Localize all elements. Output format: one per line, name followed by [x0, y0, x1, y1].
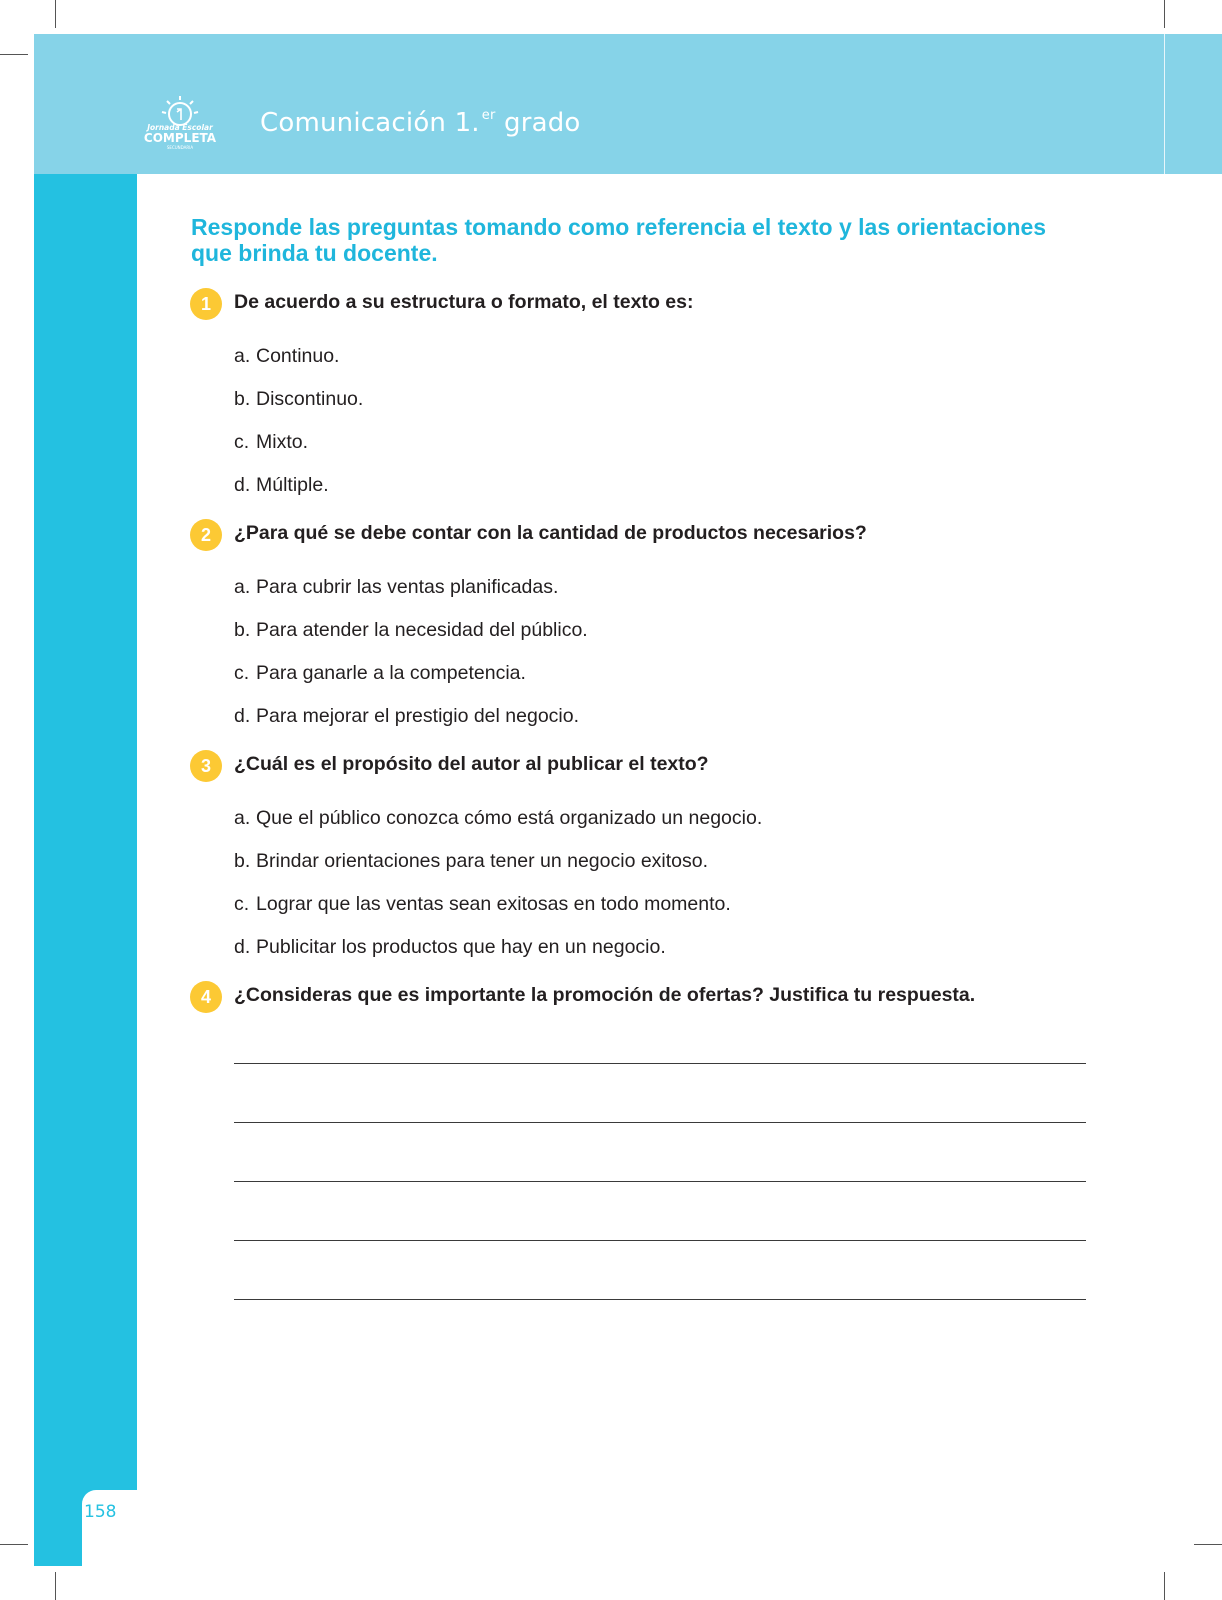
header-title-main: Comunicación 1. — [260, 108, 480, 138]
option-b[interactable] — [234, 378, 1130, 421]
option-b[interactable] — [234, 609, 1130, 652]
option-d[interactable] — [234, 926, 1130, 969]
question-2 — [190, 520, 1130, 738]
option-letter: a. — [234, 345, 251, 367]
option-c[interactable] — [234, 883, 1130, 926]
sidebar-band — [34, 174, 137, 1566]
option-letter: b. — [234, 388, 251, 410]
option-text: Brindar orientaciones para tener un negocio exitoso. — [256, 850, 709, 872]
crop-mark — [1164, 1572, 1165, 1600]
answer-line[interactable] — [234, 1299, 1086, 1300]
option-b[interactable] — [234, 840, 1130, 883]
crop-mark — [0, 54, 28, 55]
option-text: Mixto. — [256, 431, 309, 453]
question-header — [190, 289, 1130, 323]
answer-line[interactable] — [234, 1063, 1086, 1064]
question-header — [190, 751, 1130, 785]
crop-mark — [1164, 0, 1165, 28]
question-header — [190, 982, 1130, 1016]
question-text: ¿Consideras que es importante la promoción de ofertas? Justifica tu respuesta. — [234, 984, 976, 1006]
option-letter: d. — [234, 705, 251, 727]
instructions: Responde las preguntas tomando como referencia el texto y las orientaciones que brinda tu docente. — [191, 214, 1047, 266]
option-a[interactable] — [234, 335, 1130, 378]
option-text: Lograr que las ventas sean exitosas en todo momento. — [256, 893, 731, 915]
options-list — [190, 566, 1130, 738]
question-3 — [190, 751, 1130, 969]
question-text: ¿Cuál es el propósito del autor al publicar el texto? — [234, 753, 709, 775]
option-text: Para atender la necesidad del público. — [256, 619, 588, 641]
question-number-badge: 2 — [190, 519, 222, 551]
question-number-badge: 3 — [190, 750, 222, 782]
option-text: Publicitar los productos que hay en un negocio. — [256, 936, 666, 958]
option-letter: c. — [234, 431, 250, 453]
option-text: Múltiple. — [256, 474, 329, 496]
crop-mark — [1194, 1544, 1222, 1545]
logo — [140, 92, 220, 156]
option-text: Para ganarle a la competencia. — [256, 662, 526, 684]
question-4 — [190, 982, 1130, 1016]
option-letter: d. — [234, 936, 251, 958]
question-number-badge: 4 — [190, 981, 222, 1013]
options-list — [190, 335, 1130, 507]
question-number-badge: 1 — [190, 288, 222, 320]
option-text: Continuo. — [256, 345, 340, 367]
option-letter: b. — [234, 850, 251, 872]
header-title-sup: er — [481, 108, 496, 123]
header-title — [260, 108, 581, 138]
option-letter: a. — [234, 807, 251, 829]
logo-line3: SECUNDARIA — [166, 145, 194, 150]
answer-line[interactable] — [234, 1181, 1086, 1182]
question-1 — [190, 289, 1130, 507]
options-list — [190, 797, 1130, 969]
option-letter: d. — [234, 474, 251, 496]
question-header — [190, 520, 1130, 554]
question-text: De acuerdo a su estructura o formato, el texto es: — [234, 291, 694, 313]
header-divider — [1164, 34, 1165, 174]
option-letter: a. — [234, 576, 251, 598]
logo-line2: COMPLETA — [143, 131, 217, 145]
logo-line1: Jornada Escolar — [147, 123, 213, 132]
answer-line[interactable] — [234, 1240, 1086, 1241]
option-letter: c. — [234, 893, 250, 915]
option-text: Para mejorar el prestigio del negocio. — [256, 705, 580, 727]
crop-mark — [55, 0, 56, 28]
option-a[interactable] — [234, 797, 1130, 840]
crop-mark — [55, 1572, 56, 1600]
answer-line[interactable] — [234, 1122, 1086, 1123]
question-text: ¿Para qué se debe contar con la cantidad de productos necesarios? — [234, 522, 867, 544]
option-d[interactable] — [234, 695, 1130, 738]
header-title-end: grado — [495, 108, 581, 138]
crop-mark — [0, 1544, 28, 1545]
page-number: 158 — [84, 1502, 117, 1522]
option-c[interactable] — [234, 421, 1130, 464]
option-d[interactable] — [234, 464, 1130, 507]
option-c[interactable] — [234, 652, 1130, 695]
option-letter: b. — [234, 619, 251, 641]
option-text: Para cubrir las ventas planificadas. — [256, 576, 559, 598]
option-a[interactable] — [234, 566, 1130, 609]
option-text: Que el público conozca cómo está organizado un negocio. — [256, 807, 763, 829]
option-text: Discontinuo. — [256, 388, 364, 410]
option-letter: c. — [234, 662, 250, 684]
